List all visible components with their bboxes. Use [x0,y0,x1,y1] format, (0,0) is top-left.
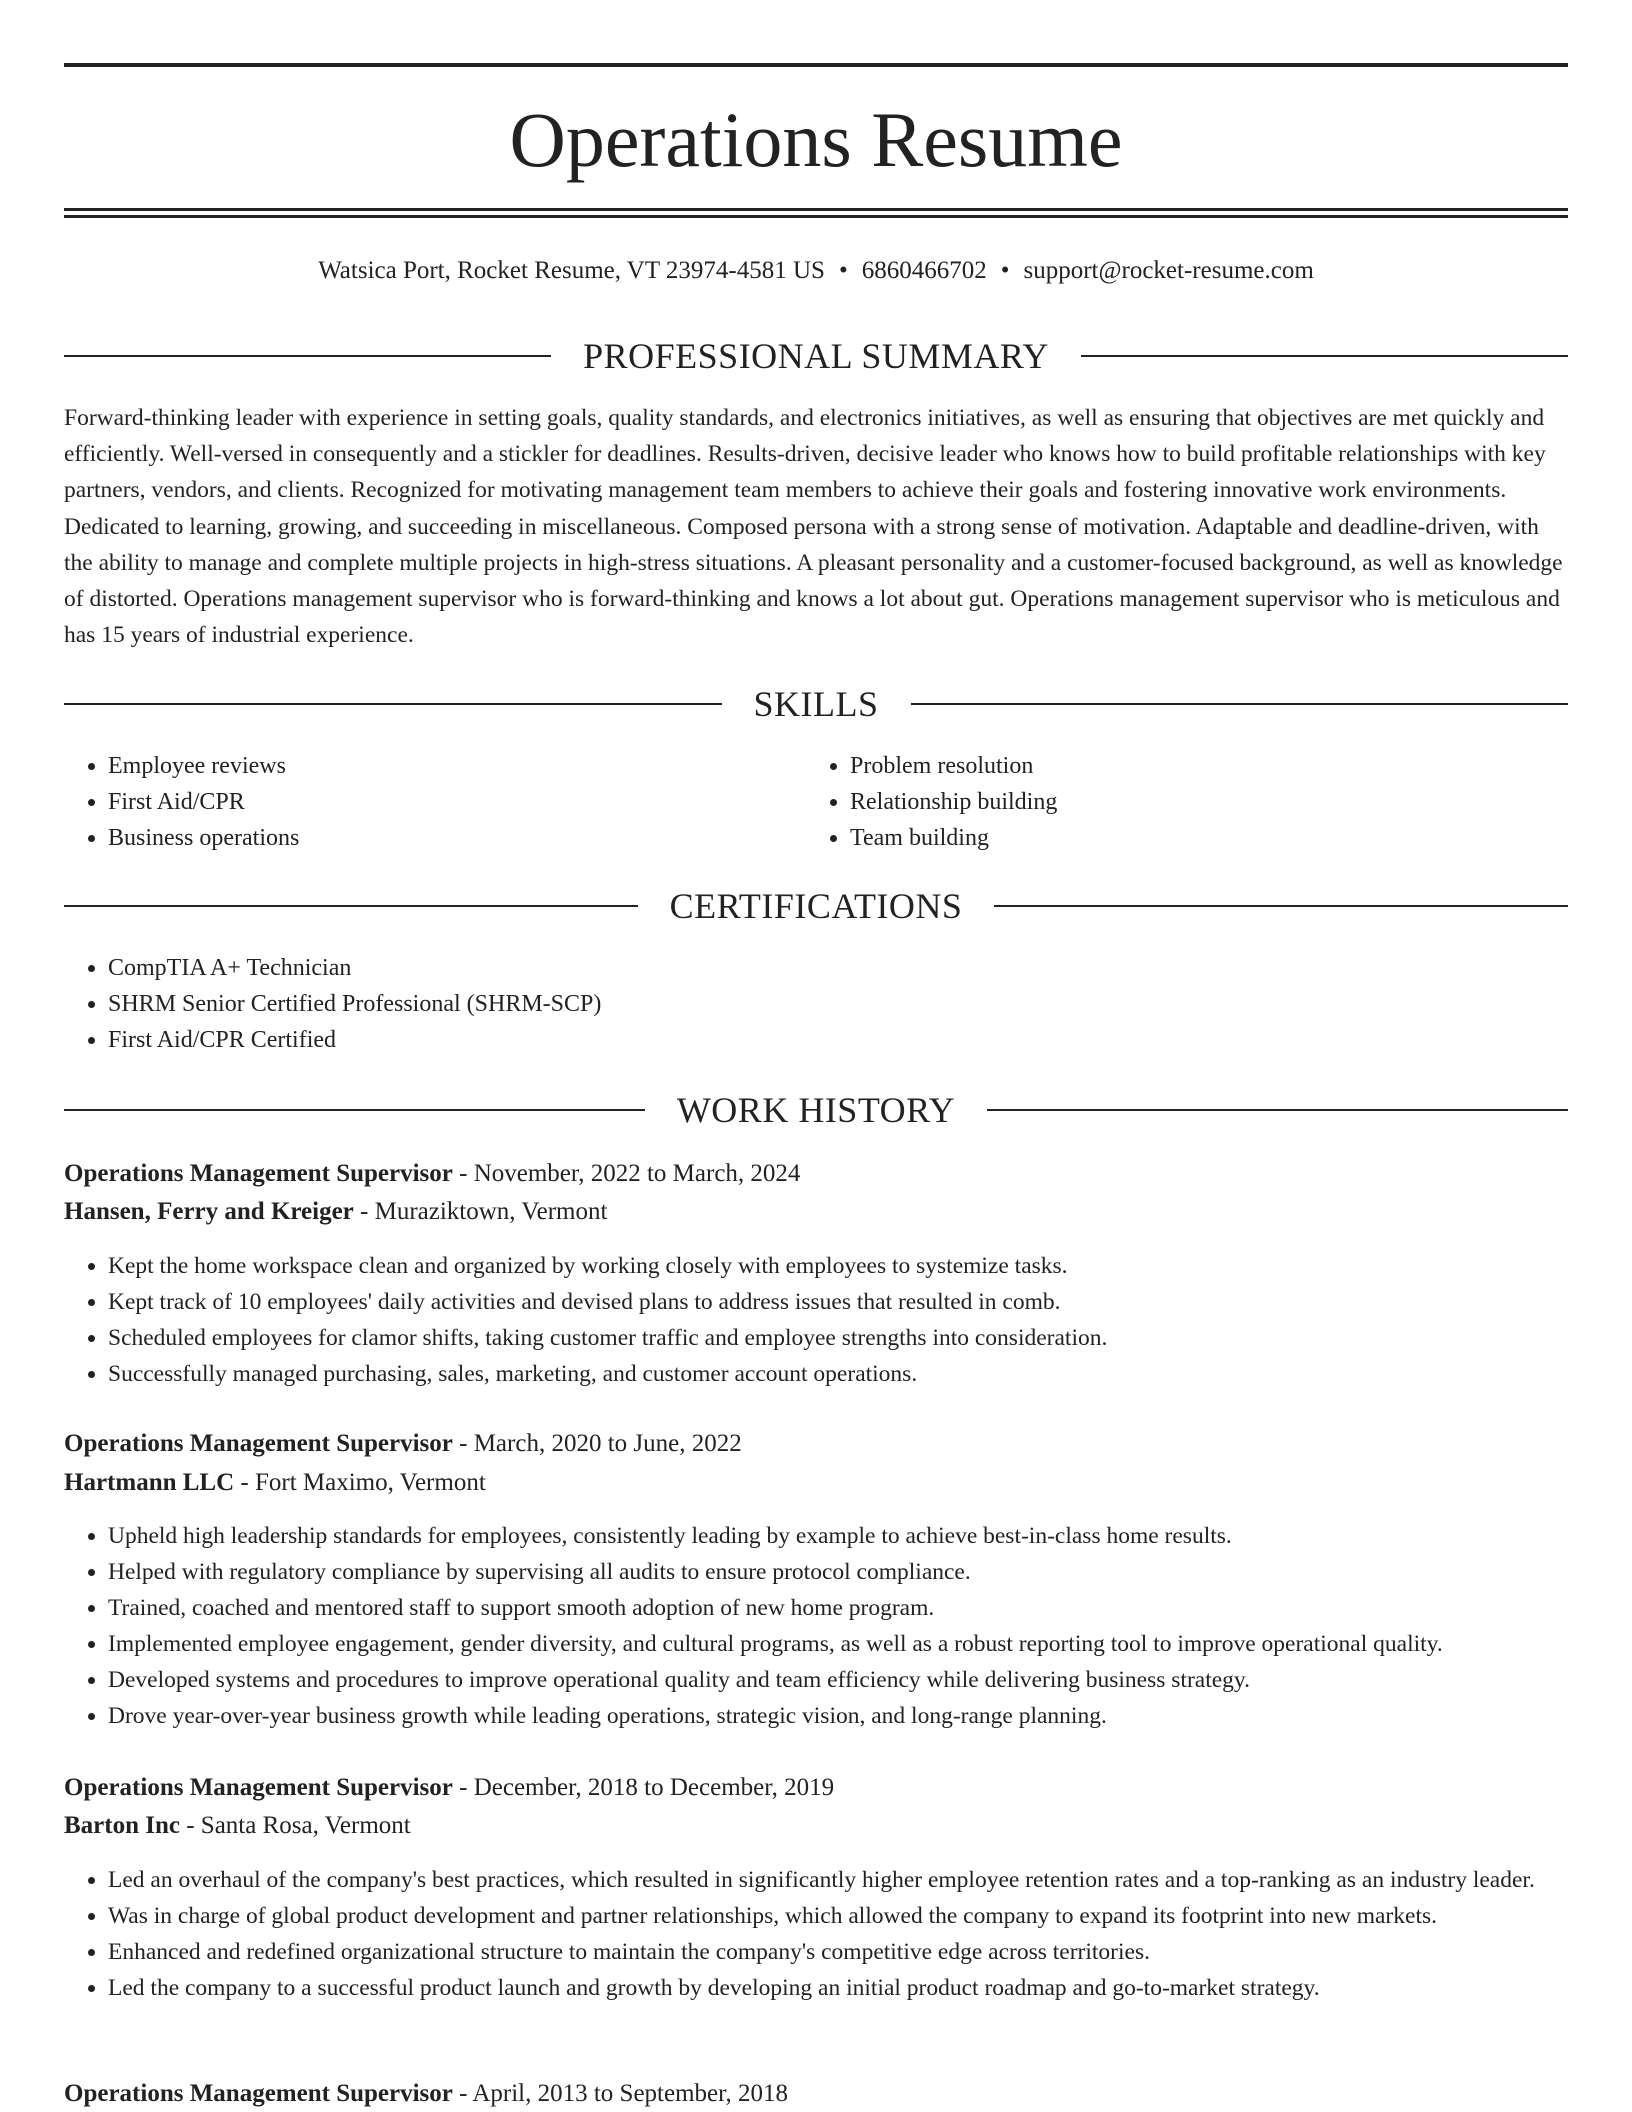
job-dates: - November, 2022 to March, 2024 [452,1160,801,1187]
job-title-line [64,1156,1568,1192]
section-title: SKILLS [753,684,879,724]
skill-item: • Relationship building [850,784,1550,820]
heading-rule [1081,355,1568,357]
heading-rule [911,703,1569,705]
job-bullet: • Led an overhaul of the company's best practices, which resulted in significantly higher employee retention rates and a top-ranking as an industry leader. [108,1862,1568,1898]
section-heading-skills [64,682,1568,726]
certifications-list [64,950,1508,1058]
job-dates: - April, 2013 to September, 2018 [452,2080,788,2107]
heading-rule [64,355,551,357]
job-bullets [64,1862,1568,2006]
heading-rule [64,905,638,907]
job-bullet: • Kept the home workspace clean and organized by working closely with employees to systemize tasks. [108,1248,1568,1284]
contact-phone: 6860466702 [861,257,987,284]
job-bullets [64,1518,1568,1734]
skill-item: • Team building [850,820,1550,856]
job-bullet: • Scheduled employees for clamor shifts, taking customer traffic and employee strengths into consideration. [108,1320,1568,1356]
skill-item: • Problem resolution [850,748,1550,784]
job-company: Barton Inc [64,1812,180,1839]
summary-text: Forward-thinking leader with experience in setting goals, quality standards, and electronics initiatives, as well as ensuring that objectives are met quickly and efficiently. Well-versed in consequently and a stickler for deadlines. Results-driven, decisive leader who knows how to build profitable relationships with key partners, vendors, and clients. Recognized for motivating management team members to achieve their goals and fostering innovative work environments. Dedicated to learning, growing, and succeeding in miscellaneous. Composed persona with a strong sense of motivation. Adaptable and deadline-driven, with the ability to manage and complete multiple projects in high-stress situations. A pleasant personality and a customer-focused background, as well as knowledge of distorted. Operations management supervisor who is forward-thinking and knows a lot about gut. Operations management supervisor who is meticulous and has 15 years of industrial experience. [64,405,1563,649]
section-heading-summary [64,334,1568,378]
section-title: WORK HISTORY [676,1090,956,1130]
job-dates: - December, 2018 to December, 2019 [452,1774,835,1801]
job-bullets [64,1248,1568,1392]
double-rule [64,208,1568,218]
skill-item: • Business operations [108,820,808,856]
job-title: Operations Management Supervisor [64,1774,453,1801]
skills-list-left [64,748,808,856]
job-title-line [64,1770,1568,1806]
job-location: - Muraziktown, Vermont [353,1198,608,1225]
job-bullet: • Led the company to a successful product launch and growth by developing an initial product roadmap and go-to-market strategy. [108,1970,1568,2006]
job-title: Operations Management Supervisor [64,2080,453,2107]
job-bullet: • Helped with regulatory compliance by supervising all audits to ensure protocol compliance. [108,1554,1568,1590]
job-bullet: • Successfully managed purchasing, sales, marketing, and customer account operations. [108,1356,1568,1392]
contact-address: Watsica Port, Rocket Resume, VT 23974-4581 US [318,257,825,284]
job-bullet: • Drove year-over-year business growth while leading operations, strategic vision, and long-range planning. [108,1698,1568,1734]
section-title: PROFESSIONAL SUMMARY [583,336,1049,376]
contact-email: support@rocket-resume.com [1023,257,1314,284]
skill-item: • First Aid/CPR [108,784,808,820]
heading-rule [994,905,1568,907]
certification-item: • First Aid/CPR Certified [108,1022,1508,1058]
contact-separator: • [1000,257,1010,284]
job-company-line [64,1465,1568,1501]
job-title-line [64,1426,1568,1462]
job-dates: - March, 2020 to June, 2022 [452,1430,742,1457]
section-title: CERTIFICATIONS [669,886,963,926]
job-bullet: • Implemented employee engagement, gender diversity, and cultural programs, as well as a robust reporting tool to improve operational quality. [108,1626,1568,1662]
section-heading-work-history [64,1088,1568,1132]
job-bullet: • Was in charge of global product development and partner relationships, which allowed the company to expand its footprint into new markets. [108,1898,1568,1934]
heading-rule [64,703,722,705]
certification-item: • SHRM Senior Certified Professional (SHRM-SCP) [108,986,1508,1022]
top-rule [64,63,1568,67]
job-bullet: • Enhanced and redefined organizational structure to maintain the company's competitive edge across territories. [108,1934,1568,1970]
job-title: Operations Management Supervisor [64,1160,453,1187]
contact-separator: • [838,257,848,284]
heading-rule [64,1109,645,1111]
job-title: Operations Management Supervisor [64,1430,453,1457]
job-bullet: • Developed systems and procedures to improve operational quality and team efficiency while delivering business strategy. [108,1662,1568,1698]
job-location: - Fort Maximo, Vermont [234,1469,486,1496]
skills-list-right [806,748,1550,856]
job-bullet: • Upheld high leadership standards for employees, consistently leading by example to achieve best-in-class home results. [108,1518,1568,1554]
section-heading-certifications [64,884,1568,928]
heading-rule [987,1109,1568,1111]
job-company-line [64,1808,1568,1844]
certification-item: • CompTIA A+ Technician [108,950,1508,986]
contact-line [64,254,1568,288]
job-company: Hartmann LLC [64,1469,235,1496]
job-bullet: • Trained, coached and mentored staff to support smooth adoption of new home program. [108,1590,1568,1626]
job-company: Hansen, Ferry and Kreiger [64,1198,354,1225]
job-company-line [64,1194,1568,1230]
job-bullet: • Kept track of 10 employees' daily activities and devised plans to address issues that resulted in comb. [108,1284,1568,1320]
job-location: - Santa Rosa, Vermont [179,1812,411,1839]
resume-name: Operations Resume [509,96,1123,183]
skill-item: • Employee reviews [108,748,808,784]
job-title-line [64,2076,1568,2112]
